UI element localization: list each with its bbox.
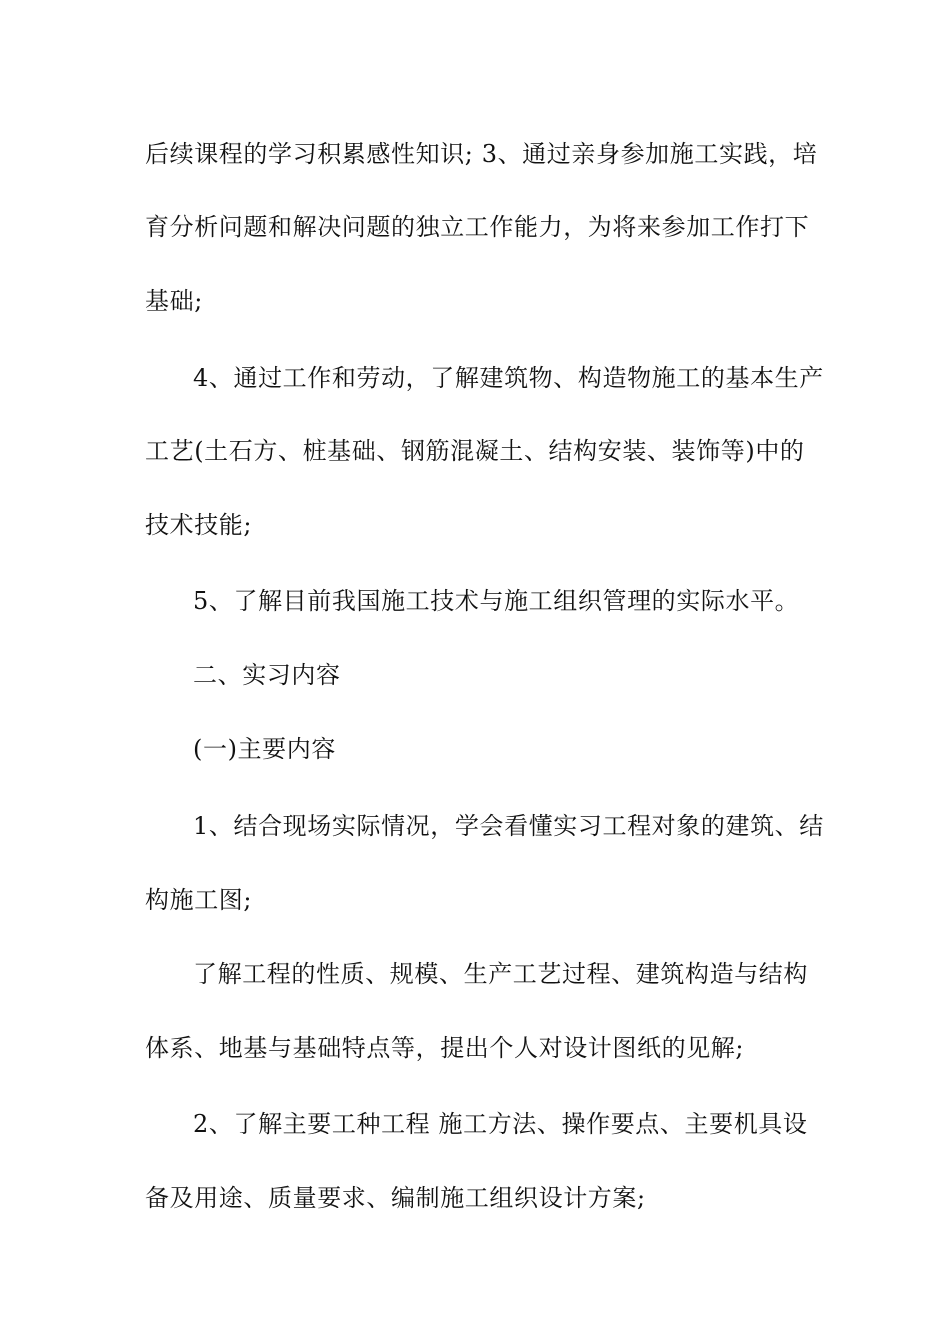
text-line-2: 育分析问题和解决问题的独立工作能力，为将来参加工作打下 [145, 213, 810, 241]
text-line-10: 1、结合现场实际情况，学会看懂实习工程对象的建筑、结 [193, 812, 824, 840]
text-line-15: 备及用途、质量要求、编制施工组织设计方案; [145, 1184, 646, 1212]
text-line-4: 4、通过工作和劳动，了解建筑物、构造物施工的基本生产 [193, 364, 824, 392]
text-line-6: 技术技能; [145, 511, 253, 539]
text-line-11: 构施工图; [145, 886, 253, 914]
text-line-3: 基础; [145, 287, 203, 315]
text-line-5: 工艺(土石方、桩基础、钢筋混凝土、结构安装、装饰等)中的 [145, 437, 805, 465]
text-line-7: 5、了解目前我国施工技术与施工组织管理的实际水平。 [193, 587, 800, 615]
section-heading: 二、实习内容 [193, 661, 341, 689]
text-line-1: 后续课程的学习积累感性知识; 3、通过亲身参加施工实践，培 [145, 140, 818, 168]
text-line-14: 2、了解主要工种工程 施工方法、操作要点、主要机具设 [193, 1110, 808, 1138]
subsection-heading: (一)主要内容 [193, 735, 336, 763]
text-line-12: 了解工程的性质、规模、生产工艺过程、建筑构造与结构 [193, 960, 808, 988]
text-line-13: 体系、地基与基础特点等，提出个人对设计图纸的见解; [145, 1034, 745, 1062]
